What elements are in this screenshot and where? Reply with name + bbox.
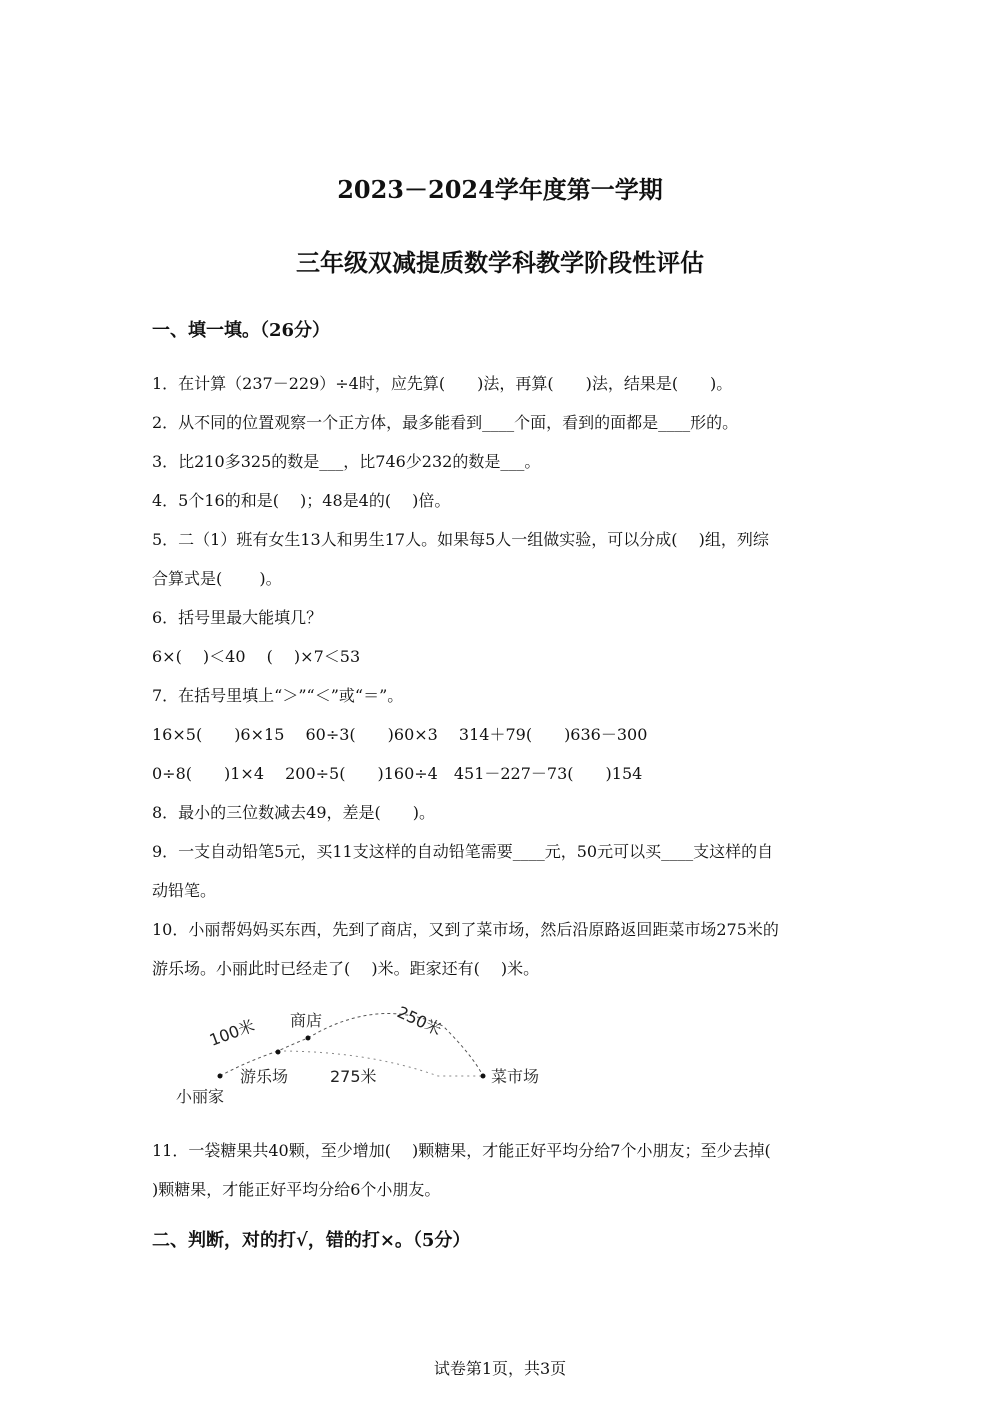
label-250m: 250米 [394,1002,445,1040]
park-point [276,1050,281,1055]
question-5-line2: 合算式是( )。 [152,569,282,588]
question-6: 6．括号里最大能填几？ [152,608,323,627]
shop-point [306,1036,311,1041]
question-2: 2．从不同的位置观察一个正方体，最多能看到____个面，看到的面都是____形的。 [152,413,739,432]
question-5-line1: 5．二（1）班有女生13人和男生17人。如果每5人一组做实验，可以分成( )组，列综 [152,530,769,549]
question-11-line1: 11．一袋糖果共40颗，至少增加( )颗糖果，才能正好平均分给7个小朋友；至少去掉( [152,1141,771,1160]
route-diagram [168,996,568,1111]
question-10-line1: 10．小丽帮妈妈买东西，先到了商店，又到了菜市场，然后沿原路返回距菜市场275米的 [152,920,779,939]
exam-title-line2: 三年级双减提质数学科教学阶段性评估 [296,248,704,277]
question-9-line2: 动铅笔。 [152,881,217,900]
section-heading-true-false: 二、判断，对的打√，错的打×。（5分） [152,1230,471,1251]
question-7-row1: 16×5( )6×15 60÷3( )60×3 314＋79( )636－300 [152,725,648,744]
question-1: 1．在计算（237－229）÷4时，应先算( )法，再算( )法，结果是( )。 [152,374,733,393]
question-9-line1: 9．一支自动铅笔5元，买11支这样的自动铅笔需要____元，50元可以买____支这样的自 [152,842,774,861]
label-shop: 商店 [290,1011,323,1030]
label-park: 游乐场 [240,1067,289,1086]
question-8: 8．最小的三位数减去49，差是( )。 [152,803,436,822]
market-point [481,1074,486,1079]
question-7: 7．在括号里填上“＞”“＜”或“＝”。 [152,686,404,705]
label-100m: 100米 [206,1015,258,1050]
question-4: 4．5个16的和是( )；48是4的( )倍。 [152,491,451,510]
page-footer: 试卷第1页，共3页 [433,1359,567,1378]
label-275m: 275米 [330,1067,377,1086]
route-market-to-park [278,1051,483,1076]
question-10-line2: 游乐场。小丽此时已经走了( )米。距家还有( )米。 [152,959,540,978]
home-point [218,1074,223,1079]
question-6-items: 6×( )＜40 ( )×7＜53 [152,647,361,666]
question-11-line2: )颗糖果，才能正好平均分给6个小朋友。 [152,1180,441,1199]
section-heading-fill-in: 一、填一填。（26分） [152,320,331,341]
label-market: 菜市场 [491,1067,540,1086]
question-3: 3．比210多325的数是___，比746少232的数是___。 [152,452,541,471]
exam-title-line1: 2023－2024学年度第一学期 [337,175,663,204]
label-home: 小丽家 [176,1087,225,1106]
question-7-row2: 0÷8( )1×4 200÷5( )160÷4 451－227－73( )154 [152,764,643,783]
